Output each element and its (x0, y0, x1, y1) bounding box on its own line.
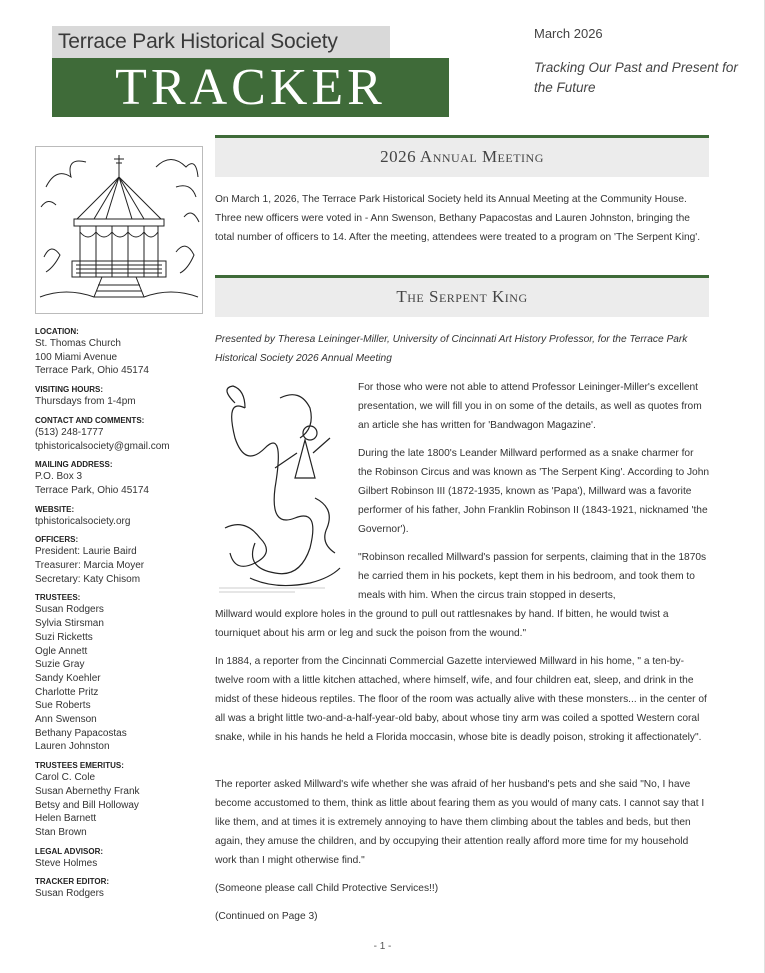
trustee-item: Suzi Ricketts (35, 631, 93, 643)
trustee-item: Susan Rodgers (35, 604, 104, 616)
contact-heading: CONTACT AND COMMENTS: (35, 415, 145, 425)
location-heading: LOCATION: (35, 327, 79, 336)
officer-item: Treasurer: Marcia Moyer (35, 560, 145, 572)
newsletter-title: TRACKER (52, 58, 449, 117)
continued-note: (Continued on Page 3) (215, 911, 318, 922)
emeritus-item: Susan Abernethy Frank (35, 785, 140, 797)
hours-line: Thursdays from 1-4pm (35, 396, 136, 408)
serpent-paragraph-1: For those who were not able to attend Professor Leininger-Miller's excellent presentation, we will fill you in on some of the details, as well as quotes from an article she has written for 'Bandwagon Magazine'. (358, 382, 702, 431)
website-heading: WEBSITE: (35, 504, 75, 514)
annual-meeting-heading: 2026 Annual Meeting (215, 135, 709, 177)
society-name: Terrace Park Historical Society (52, 26, 390, 58)
website-url: tphistoricalsociety.org (35, 515, 131, 527)
serpent-paragraph-4: In 1884, a reporter from the Cincinnati Commercial Gazette interviewed Millward in his home, " a ten-by-twelve room with a little kitchen attached, where himself, wife, and four children eat, sleep, and drink in the midst of these hideous reptiles. The floor of the room was actually alive with these monsters... in the center of all was a bright little two-and-a-half-year-old baby, about whose tiny arm was coiled a spotted Western coral snake, while in his hands he held a Florida moccasin, whose bite is deadly poison, stroking it affectionately". (215, 656, 707, 743)
mailing-heading: MAILING ADDRESS: (35, 460, 113, 470)
trustee-item: Sylvia Stirsman (35, 618, 104, 630)
emeritus-heading: TRUSTEES EMERITUS: (35, 761, 124, 771)
annual-meeting-body: On March 1, 2026, The Terrace Park Historical Society held its Annual Meeting at the Community House. Three new officers were voted in - Ann Swenson, Bethany Papacostas and Lauren Johnston, bringing the total number of officers to 14. After the meeting, attendees were treated to a program on 'The Serpent King'. (215, 194, 701, 243)
editor-item: Susan Rodgers (35, 888, 104, 900)
serpent-paragraph-2: During the late 1800's Leander Millward performed as a snake charmer for the Robinson Circus and was known as 'The Serpent King'. According to John Gilbert Robinson III (1872-1935, known as 'Papa'), Millward was a favorite performer of his father, John Franklin Robinson II (1843-1921, nicknamed 'the Governor'). (358, 448, 710, 535)
trustee-item: Suzie Gray (35, 659, 85, 671)
location-line: Terrace Park, Ohio 45174 (35, 365, 149, 377)
trustee-item: Lauren Johnston (35, 741, 110, 753)
emeritus-item: Stan Brown (35, 826, 87, 838)
presenter-credit: Presented by Theresa Leininger-Miller, University of Cincinnati Art History Professor, for the Terrace Park Historical Society 2026 Annual Meeting (215, 334, 688, 364)
sidebar-info (35, 320, 205, 901)
location-line: St. Thomas Church (35, 338, 121, 349)
serpent-king-heading: The Serpent King (215, 275, 709, 317)
tagline: Tracking Our Past and Present for the Future (534, 60, 738, 95)
gazebo-illustration (35, 146, 203, 314)
trustee-item: Charlotte Pritz (35, 686, 99, 698)
trustee-item: Ogle Annett (35, 645, 88, 657)
page-number: - 1 - (373, 941, 392, 952)
legal-item: Steve Holmes (35, 857, 98, 869)
serpent-paragraph-5: The reporter asked Millward's wife whether she was afraid of her husband's pets and she said "No, I have become accustomed to them, think as little about fearing them as you would of many cats. I cannot say that I like them, and at times it is extremely annoying to have them climbing about the tables and beds, but then again, they amuse the children, and by occupying their attention really afford more time for my household work than I might otherwise find." (215, 779, 705, 866)
mailing-line: P.O. Box 3 (35, 471, 83, 483)
officer-item: President: Laurie Baird (35, 546, 137, 558)
emeritus-item: Helen Barnett (35, 813, 97, 825)
serpent-paragraph-3a: "Robinson recalled Millward's passion for serpents, claiming that in the 1870s he carried them in his pockets, kept them in his bedroom, and took them to meals with him. When the circus train stopped in deserts, (358, 552, 707, 601)
phone-number: (513) 248-1777 (35, 426, 104, 438)
trustee-item: Sue Roberts (35, 700, 91, 712)
serpent-aside: (Someone please call Child Protective Services!!) (215, 883, 439, 894)
emeritus-item: Betsy and Bill Holloway (35, 799, 139, 811)
trustee-item: Ann Swenson (35, 714, 97, 726)
hours-heading: VISITING HOURS: (35, 385, 104, 395)
officers-heading: OFFICERS: (35, 535, 79, 545)
trustee-item: Bethany Papacostas (35, 727, 127, 739)
officer-item: Secretary: Katy Chisom (35, 573, 141, 585)
trustee-item: Sandy Koehler (35, 672, 101, 684)
issue-date: March 2026 (534, 26, 603, 41)
editor-heading: TRACKER EDITOR: (35, 877, 110, 887)
location-line: 100 Miami Avenue (35, 351, 118, 363)
emeritus-item: Carol C. Cole (35, 772, 96, 784)
legal-heading: LEGAL ADVISOR: (35, 846, 104, 856)
serpent-paragraph-3b: Millward would explore holes in the ground to pull out rattlesnakes by hand. If bitten, he would twist a tourniquet about his arm or leg and suck the poison from the wound." (215, 609, 669, 639)
trustees-heading: TRUSTEES: (35, 593, 81, 603)
email-address: tphistoricalsociety@gmail.com (35, 440, 170, 452)
serpent-king-illustration (215, 378, 346, 596)
mailing-line: Terrace Park, Ohio 45174 (35, 484, 149, 496)
